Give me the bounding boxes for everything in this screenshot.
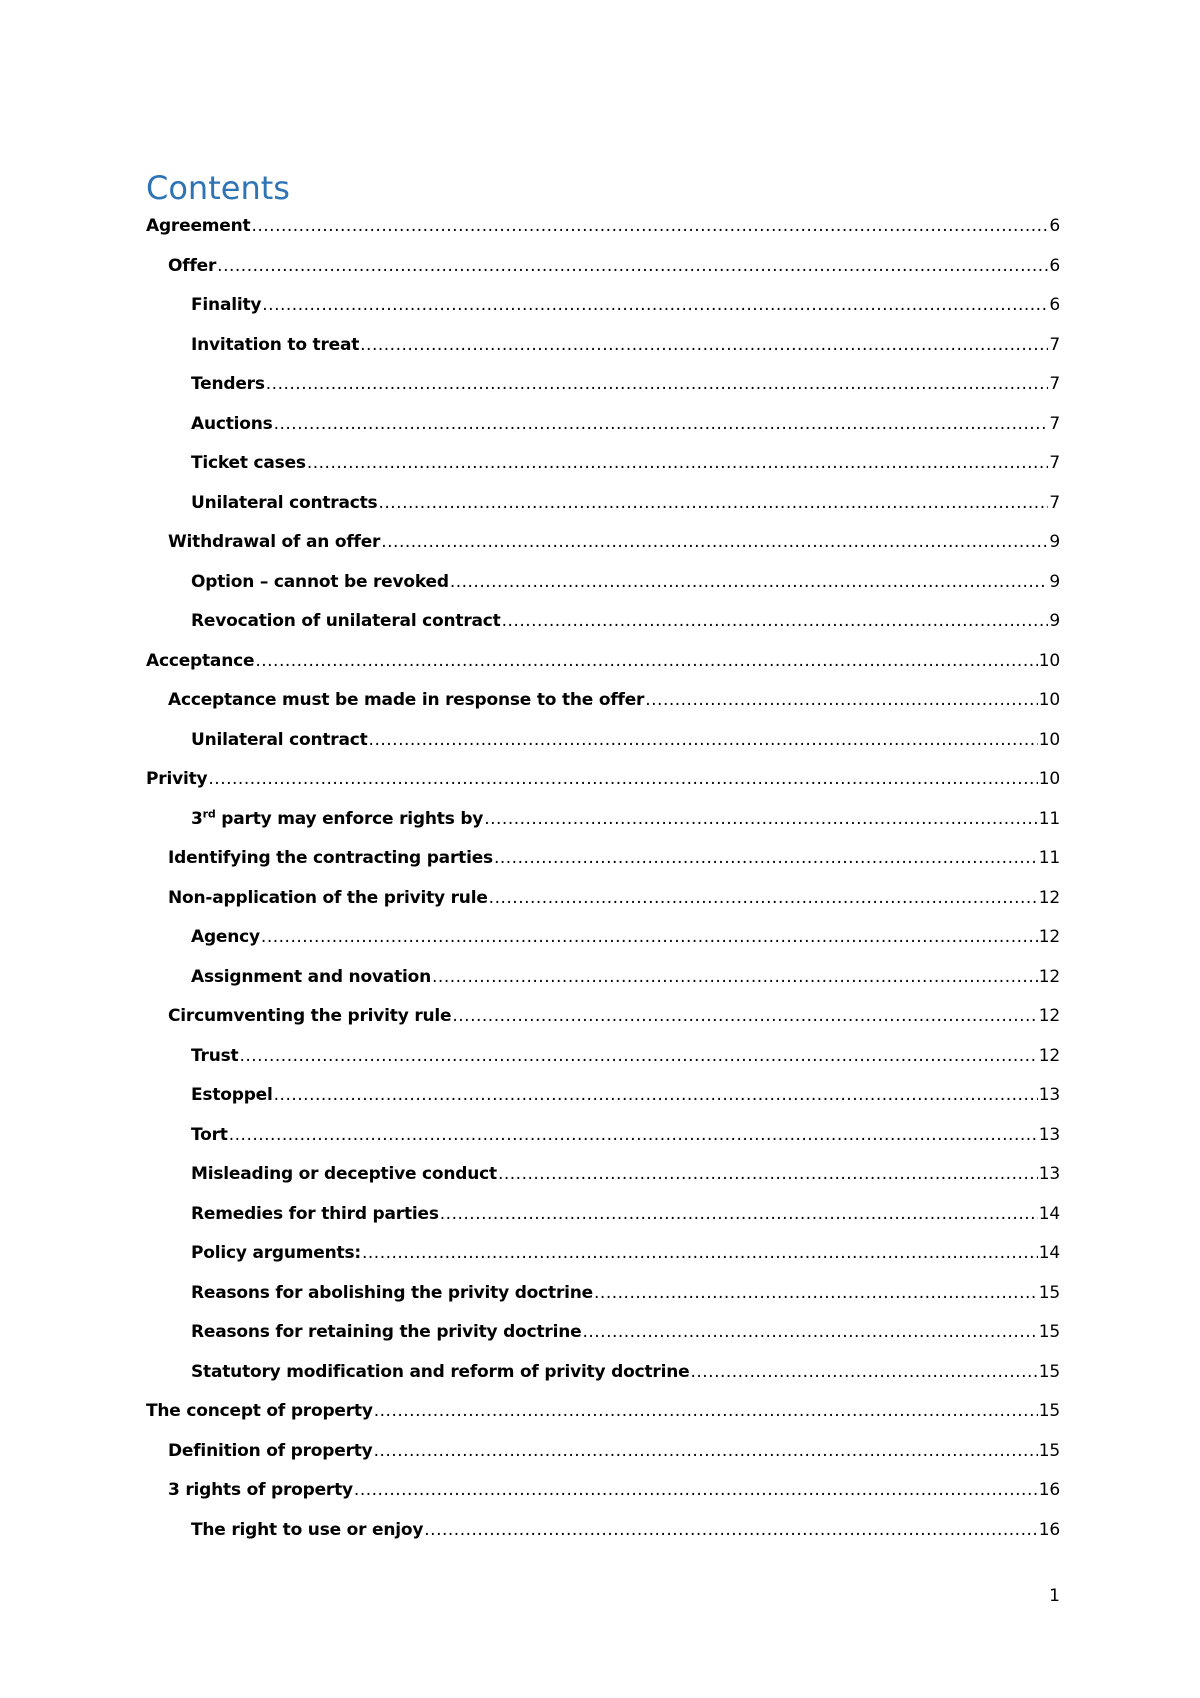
toc-entry-title [191,445,306,481]
toc-entry[interactable] [146,998,1060,1038]
toc-dot-leader [255,643,1037,679]
toc-entry-page-number: 9 [1049,571,1060,592]
toc-entry-page-number: 7 [1049,453,1060,473]
toc-dot-leader [432,959,1038,995]
toc-entry-page-number: 15 [1038,1401,1060,1421]
toc-entry-title-text: Withdrawal of an offer [168,532,381,552]
toc-entry-page-number: 11 [1038,848,1060,868]
toc-entry-page-number: 14 [1038,1243,1060,1263]
toc-entry-title [168,1472,353,1508]
toc-entry-title-text: Unilateral contracts [191,492,378,513]
toc-entry-title-text: 3 [191,808,203,829]
toc-dot-leader [440,1196,1038,1232]
toc-entry-page-number: 7 [1049,413,1060,434]
toc-entry[interactable] [146,1038,1060,1078]
toc-entry-page-number: 11 [1038,808,1060,829]
toc-entry-title [146,643,254,679]
toc-dot-leader [261,919,1038,955]
toc-dot-leader [450,564,1049,600]
toc-dot-leader [374,1433,1038,1469]
toc-entry-title [191,287,261,323]
toc-entry-title [146,208,250,244]
toc-entry-title-text: Statutory modification and reform of privity doctrine [191,1361,690,1382]
toc-dot-leader [374,1393,1038,1429]
toc-entry-title [168,248,216,284]
toc-entry-title [191,603,501,639]
toc-dot-leader [307,445,1049,481]
toc-entry-page-number: 16 [1038,1480,1060,1500]
toc-entry-title [191,722,368,758]
toc-entry[interactable] [146,1433,1060,1473]
toc-dot-leader [502,603,1049,639]
toc-entry-title-text: The right to use or enjoy [191,1519,424,1540]
toc-entry-page-number: 7 [1049,374,1060,394]
toc-entry[interactable] [146,1472,1060,1512]
toc-entry[interactable] [146,1235,1060,1275]
toc-entry-title [191,327,359,363]
toc-entry[interactable] [146,1314,1060,1354]
toc-entry-title [168,840,493,876]
toc-entry[interactable] [146,366,1060,406]
toc-entry-title-text: Circumventing the privity rule [168,1006,452,1026]
toc-entry-title-text: Acceptance [146,650,255,671]
toc-entry-title-text: Offer [168,255,217,276]
toc-entry-page-number: 7 [1049,334,1060,355]
toc-entry[interactable] [146,880,1060,920]
toc-entry-title-text: Finality [191,295,262,315]
toc-dot-leader [484,801,1038,837]
toc-dot-leader [217,248,1048,284]
toc-entry-page-number: 13 [1038,1164,1060,1184]
toc-entry[interactable] [146,208,1060,248]
toc-entry-title-text: Identifying the contracting parties [168,848,493,868]
toc-heading: Contents [146,169,290,207]
toc-entry-title-text: Invitation to treat [191,334,360,355]
toc-entry-page-number: 6 [1049,216,1060,236]
toc-dot-leader [645,682,1038,718]
toc-dot-leader [229,1117,1038,1153]
toc-entry-page-number: 15 [1038,1361,1060,1382]
toc-entry-title [191,801,483,837]
toc-entry[interactable] [146,722,1060,762]
toc-entry-title-text: Option – cannot be revoked [191,571,449,592]
toc-entry[interactable] [146,761,1060,801]
toc-entry-page-number: 13 [1038,1085,1060,1105]
toc-entry[interactable] [146,327,1060,367]
toc-entry[interactable] [146,287,1060,327]
toc-entry-page-number: 15 [1038,1282,1060,1303]
toc-entry-page-number: 12 [1038,966,1060,987]
toc-entry-page-number: 6 [1049,295,1060,315]
toc-entry-page-number: 10 [1038,769,1060,789]
toc-entry[interactable] [146,1393,1060,1433]
toc-entry[interactable] [146,1156,1060,1196]
toc-entry-page-number: 12 [1038,1006,1060,1026]
toc-dot-leader [360,327,1048,363]
toc-dot-leader [381,524,1048,560]
toc-dot-leader [274,406,1049,442]
toc-entry-title [146,761,207,797]
toc-entry-page-number: 12 [1038,927,1060,947]
toc-entry-title-text: Definition of property [168,1440,373,1461]
toc-entry-page-number: 16 [1038,1519,1060,1540]
toc-entry-title-text: Assignment and novation [191,966,432,987]
toc-entry[interactable] [146,1354,1060,1394]
toc-entry[interactable] [146,1117,1060,1157]
toc-entry-title [191,1077,273,1113]
toc-dot-leader [582,1314,1037,1350]
toc-entry-title [191,959,431,995]
toc-entry[interactable] [146,801,1060,841]
toc-entry-title [191,1117,228,1153]
toc-entry-title [191,485,377,521]
toc-dot-leader [274,1077,1038,1113]
toc-entry-title [191,1275,593,1311]
toc-entry[interactable] [146,485,1060,525]
toc-dot-leader [208,761,1037,797]
toc-entry-title-text: Ticket cases [191,453,306,473]
toc-entry-title [191,1038,238,1074]
toc-entry-title-text: Misleading or deceptive conduct [191,1164,497,1184]
toc-entry[interactable] [146,406,1060,446]
toc-entry-title-text: Reasons for abolishing the privity doctrine [191,1282,594,1303]
toc-entry[interactable] [146,445,1060,485]
toc-entry-page-number: 14 [1038,1203,1060,1224]
toc-dot-leader [594,1275,1038,1311]
toc-entry-title [168,1433,373,1469]
toc-dot-leader [690,1354,1037,1390]
toc-entry-page-number: 10 [1038,729,1060,750]
toc-entry-title [191,406,273,442]
toc-dot-leader [262,287,1048,323]
toc-entry[interactable] [146,524,1060,564]
toc-entry-title-text: Policy arguments: [191,1243,361,1263]
toc-entry-title-superscript: rd [202,806,216,820]
toc-entry-page-number: 13 [1038,1124,1060,1145]
toc-entry-title [191,1156,497,1192]
toc-entry-title-text: Acceptance must be made in response to the offer [168,690,645,710]
toc-entry-title [191,1354,689,1390]
toc-dot-leader [362,1235,1038,1271]
toc-entry-title-text: Estoppel [191,1085,273,1105]
toc-entry-title [146,1393,373,1429]
toc-dot-leader [494,840,1038,876]
toc-entry-page-number: 9 [1049,532,1060,552]
toc-entry-title [191,1235,361,1271]
toc-entry-page-number: 15 [1038,1322,1060,1342]
toc-entry-page-number: 9 [1049,611,1060,631]
toc-entry[interactable] [146,248,1060,288]
toc-entry-title [168,998,451,1034]
toc-entry[interactable] [146,959,1060,999]
toc-entry-title [191,919,260,955]
toc-dot-leader [369,722,1038,758]
toc-dot-leader [354,1472,1038,1508]
toc-entry-page-number: 15 [1038,1440,1060,1461]
toc-dot-leader [498,1156,1038,1192]
toc-entry-page-number: 7 [1049,492,1060,513]
toc-entry-title-text: Auctions [191,413,273,434]
toc-entry-title [191,1314,581,1350]
toc-entry[interactable] [146,1196,1060,1236]
page-number: 1 [1049,1586,1060,1606]
toc-dot-leader [266,366,1049,402]
toc-entry-title [168,880,488,916]
toc-entry-title [191,1512,423,1548]
toc-entry-title-text: Unilateral contract [191,729,368,750]
toc-entry-title-text: Agency [191,927,260,947]
toc-entry-title [168,682,644,718]
toc-entry-title [191,366,265,402]
toc-entry[interactable] [146,643,1060,683]
toc-entry-title-text: Non-application of the privity rule [168,887,488,908]
toc-entry-page-number: 12 [1038,887,1060,908]
toc-entry-title-text: Tenders [191,374,265,394]
toc-entry[interactable] [146,682,1060,722]
toc-entry[interactable] [146,1275,1060,1315]
toc-entry[interactable] [146,919,1060,959]
toc-entry-title [191,1196,439,1232]
toc-entry[interactable] [146,564,1060,604]
toc-entry-title-text: Remedies for third parties [191,1203,439,1224]
toc-entry-title-text: Agreement [146,216,251,236]
toc-entry-title [191,564,449,600]
toc-entry[interactable] [146,603,1060,643]
toc-dot-leader [452,998,1037,1034]
toc-entry-title [168,524,380,560]
toc-entry-title-text: 3 rights of property [168,1480,353,1500]
toc-entry-title-text: Trust [191,1045,239,1066]
toc-dot-leader [378,485,1048,521]
table-of-contents [146,208,1060,1551]
toc-dot-leader [489,880,1038,916]
toc-entry-title-text: Privity [146,769,208,789]
toc-entry[interactable] [146,840,1060,880]
toc-entry-title-text: Tort [191,1124,228,1145]
toc-entry-page-number: 10 [1038,690,1060,710]
toc-entry-title-rest: party may enforce rights by [215,808,484,829]
toc-entry-page-number: 12 [1038,1045,1060,1066]
toc-entry-page-number: 10 [1038,650,1060,671]
toc-entry[interactable] [146,1512,1060,1552]
toc-dot-leader [239,1038,1037,1074]
toc-entry[interactable] [146,1077,1060,1117]
toc-dot-leader [251,208,1048,244]
toc-dot-leader [424,1512,1037,1548]
toc-entry-title-text: Revocation of unilateral contract [191,611,501,631]
toc-entry-page-number: 6 [1049,255,1060,276]
toc-entry-title-text: The concept of property [146,1401,373,1421]
toc-entry-title-text: Reasons for retaining the privity doctrine [191,1322,582,1342]
